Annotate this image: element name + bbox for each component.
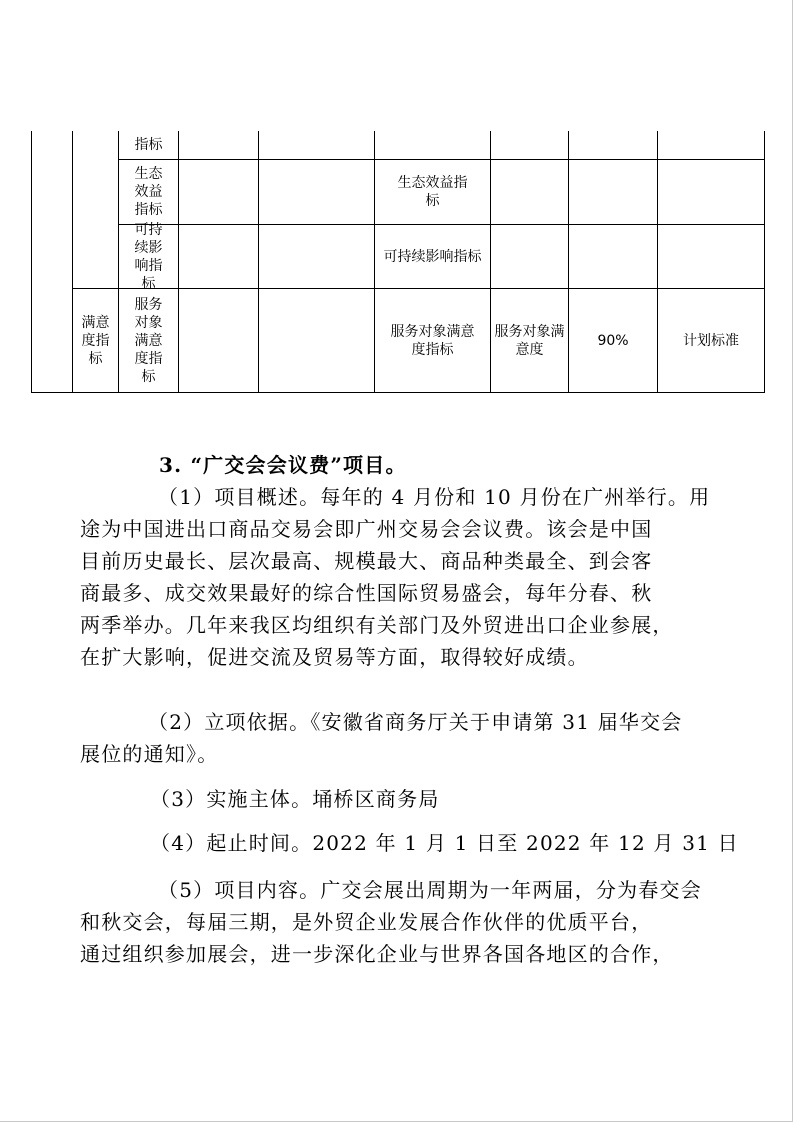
text-line: 和秋交会，每届三期，是外贸企业发展合作伙伴的优质平台， (80, 910, 653, 934)
text-line: 在扩大影响，促进交流及贸易等方面，取得较好成绩。 (80, 645, 589, 669)
table-col-line (178, 131, 179, 393)
table-cell: 服务对象满意度 (494, 323, 565, 358)
text-line: 目前历史最长、层次最高、规模最大、商品种类最全、到会客 (80, 549, 653, 573)
table-border-left (31, 131, 32, 393)
table-cell: 满意度指标 (81, 314, 110, 367)
text-line: 两季举办。几年来我区均组织有关部门及外贸进出口企业参展， (80, 613, 674, 637)
text-line: （5）项目内容。广交会展出周期为一年两届，分为春交会 (158, 878, 702, 902)
text-line: 途为中国进出口商品交易会即广州交易会会议费。该会是中国 (80, 517, 653, 541)
text-line: 通过组织参加展会，进一步深化企业与世界各国各地区的合作， (80, 942, 674, 966)
table-cell: 指标 (134, 137, 163, 153)
text-line: 商最多、成交效果最好的综合性国际贸易盛会，每年分春、秋 (80, 581, 653, 605)
paragraph-overview (80, 481, 710, 673)
table-cell: 可持续影响指标 (134, 221, 163, 292)
paragraph-content (80, 874, 710, 970)
table-cell: 服务对象满意度指标 (134, 296, 163, 385)
table-cell: 90% (597, 332, 629, 349)
section-heading: 3. “广交会会议费”项目。 (159, 453, 407, 477)
paragraph-period: （4）起止时间。2022 年 1 月 1 日至 2022 年 12 月 31 日 (150, 831, 739, 855)
table-border-right (764, 131, 765, 393)
table-cell: 服务对象满意度指标 (390, 323, 475, 358)
table-col-line (258, 131, 259, 393)
text-line: （1）项目概述。每年的 4 月份和 10 月份在广州举行。用 (158, 485, 711, 509)
performance-table (31, 131, 765, 393)
table-cell: 生态效益指标 (397, 175, 468, 209)
table-border-bottom (31, 392, 765, 393)
paragraph-basis (80, 706, 710, 770)
table-cell: 可持续影响指标 (383, 248, 482, 265)
table-cell: 计划标准 (683, 332, 739, 349)
text-line: （2）立项依据。《安徽省商务厅关于申请第 31 届华交会 (148, 710, 683, 734)
text-line: 展位的通知》。 (80, 742, 219, 766)
paragraph-implementer: （3）实施主体。埇桥区商务局 (150, 787, 440, 811)
table-cell: 生态效益指标 (134, 166, 163, 218)
